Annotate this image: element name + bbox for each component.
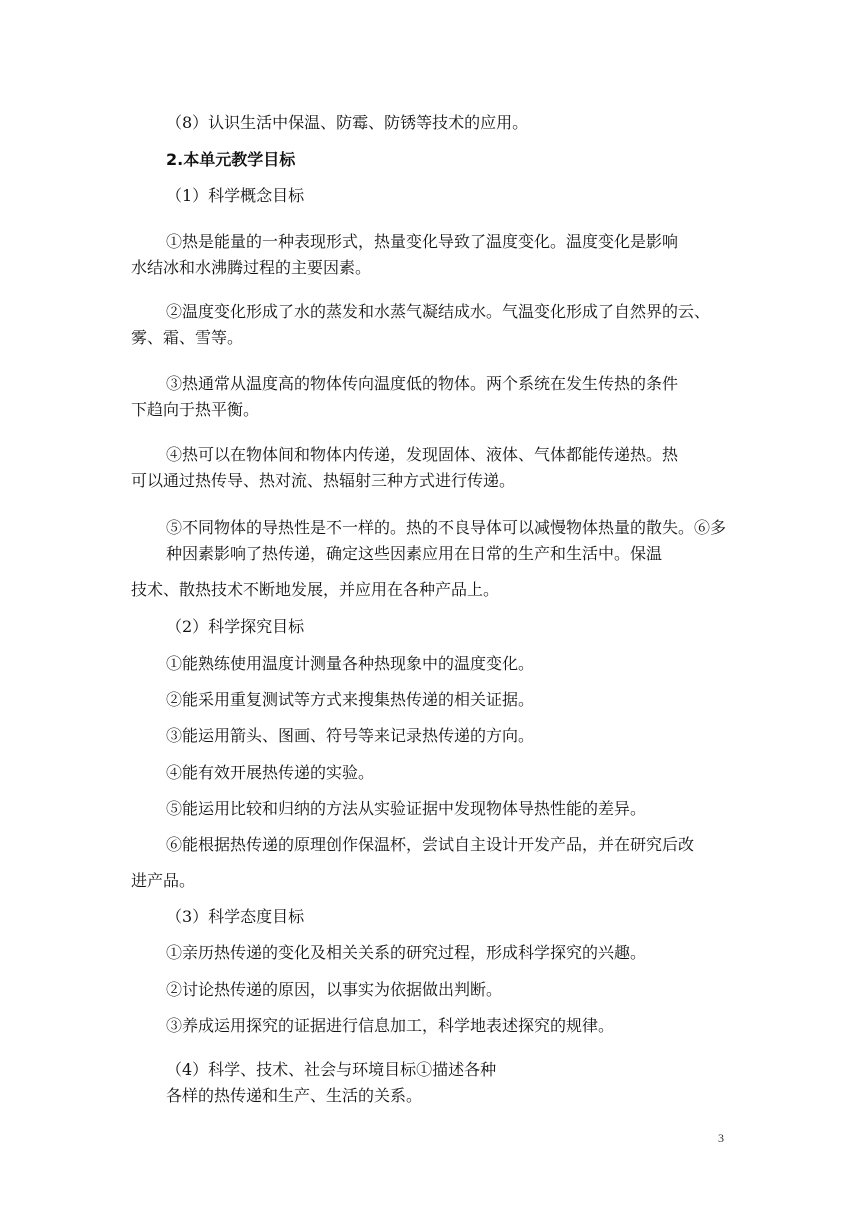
- text-line: ①热是能量的一种表现形式，热量变化导致了温度变化。温度变化是影响: [166, 232, 679, 251]
- text-line: 技术、散热技术不断地发展，并应用在各种产品上。: [131, 580, 500, 599]
- section-heading: 2.本单元教学目标: [166, 150, 296, 169]
- text-line: ④热可以在物体间和物体内传递，发现固体、液体、气体都能传递热。热: [166, 445, 679, 464]
- text-line: ⑥能根据热传递的原理创作保温杯，尝试自主设计开发产品，并在研究后改: [166, 835, 695, 854]
- text-line: 下趋向于热平衡。: [131, 400, 260, 419]
- text-line: （8）认识生活中保温、防霉、防锈等技术的应用。: [166, 113, 529, 132]
- text-line: ⑤不同物体的导热性是不一样的。热的不良导体可以减慢物体热量的散失。⑥多: [166, 518, 727, 537]
- text-line: ④能有效开展热传递的实验。: [166, 763, 375, 782]
- subsection-heading: （4）科学、技术、社会与环境目标①描述各种: [166, 1060, 497, 1079]
- text-line: ②讨论热传递的原因，以事实为依据做出判断。: [166, 980, 503, 999]
- text-line: ⑤能运用比较和归纳的方法从实验证据中发现物体导热性能的差异。: [166, 799, 647, 818]
- subsection-heading: （3）科学态度目标: [166, 907, 305, 926]
- text-line: 各样的热传递和生产、生活的关系。: [166, 1086, 423, 1105]
- text-line: ③养成运用探究的证据进行信息加工，科学地表述探究的规律。: [166, 1016, 615, 1035]
- text-line: ③能运用箭头、图画、符号等来记录热传递的方向。: [166, 726, 535, 745]
- text-line: ①亲历热传递的变化及相关关系的研究过程，形成科学探究的兴趣。: [166, 943, 647, 962]
- text-line: ②温度变化形成了水的蒸发和水蒸气凝结成水。气温变化形成了自然界的云、: [166, 302, 711, 321]
- text-line: ②能采用重复测试等方式来搜集热传递的相关证据。: [166, 690, 535, 709]
- text-line: 雾、霜、雪等。: [131, 328, 244, 347]
- page-number: 3: [718, 1131, 724, 1145]
- subsection-heading: （1）科学概念目标: [166, 186, 305, 205]
- text-line: 水结冰和水沸腾过程的主要因素。: [131, 258, 372, 277]
- subsection-heading: （2）科学探究目标: [166, 617, 305, 636]
- text-line: 进产品。: [131, 871, 196, 890]
- text-line: ③热通常从温度高的物体传向温度低的物体。两个系统在发生传热的条件: [166, 374, 679, 393]
- text-line: 可以通过热传导、热对流、热辐射三种方式进行传递。: [131, 471, 516, 490]
- text-line: ①能熟练使用温度计测量各种热现象中的温度变化。: [166, 654, 535, 673]
- text-line: 种因素影响了热传递，确定这些因素应用在日常的生产和生活中。保温: [166, 544, 663, 563]
